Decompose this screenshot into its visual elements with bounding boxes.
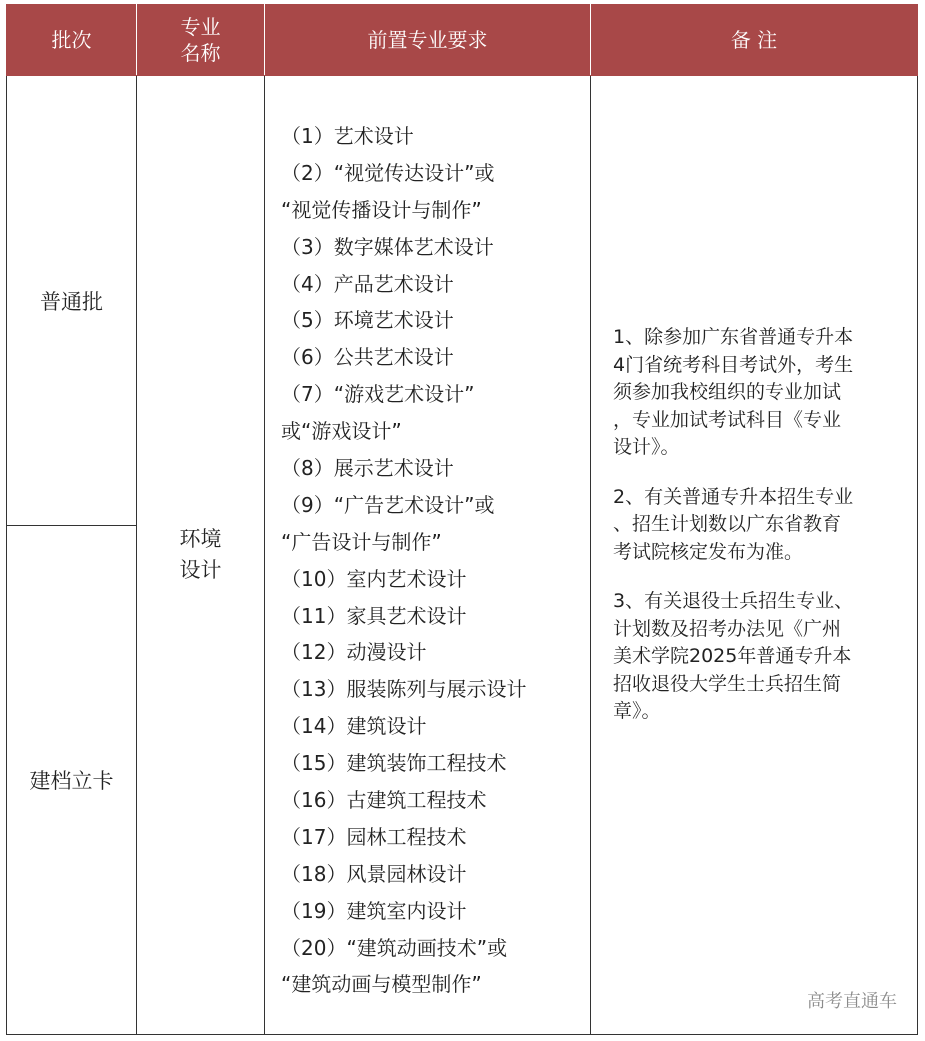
batch-poverty-file: 建档立卡: [7, 526, 137, 1035]
list-item: （20）“建筑动画技术”或: [281, 935, 508, 960]
note-line: 2、有关普通专升本招生专业: [613, 485, 854, 508]
list-item: （14）建筑设计: [281, 714, 427, 739]
note-line: 章》。: [613, 700, 661, 722]
note-line: 计划数及招考办法见《广州: [613, 617, 842, 640]
list-item: （19）建筑室内设计: [281, 898, 467, 923]
list-item: （13）服装陈列与展示设计: [281, 677, 527, 702]
notes-block: [591, 76, 917, 726]
list-item: （2）“视觉传达设计”或: [281, 160, 495, 185]
requirement-list: [265, 76, 590, 1003]
note-line: ，专业加试考试科目《专业: [613, 408, 842, 431]
header-major-line2: 名称: [180, 41, 221, 65]
list-item: （4）产品艺术设计: [281, 271, 454, 296]
header-major: [137, 5, 265, 76]
list-item: （17）园林工程技术: [281, 824, 467, 849]
list-item: （1）艺术设计: [281, 124, 414, 148]
list-item: “视觉传播设计与制作”: [281, 197, 482, 222]
list-item: （8）展示艺术设计: [281, 456, 454, 481]
header-requirement: 前置专业要求: [265, 5, 591, 76]
note-line: 、招生计划数以广东省教育: [613, 513, 842, 535]
list-item: （11）家具艺术设计: [281, 603, 467, 628]
list-item: （16）古建筑工程技术: [281, 788, 487, 813]
note-line: 美术学院2025年普通专升本: [613, 645, 852, 667]
list-item: （10）室内艺术设计: [281, 566, 467, 591]
list-item: （12）动漫设计: [281, 640, 427, 665]
table-row: [7, 76, 918, 526]
note-line: 设计》。: [613, 436, 680, 458]
note-paragraph-1: [613, 324, 897, 462]
list-item: “建筑动画与模型制作”: [281, 972, 482, 997]
header-batch: 批次: [7, 5, 137, 76]
header-row: [7, 5, 918, 76]
note-line: 3、有关退役士兵招生专业、: [613, 590, 854, 612]
note-line: 1、除参加广东省普通专升本: [613, 326, 854, 348]
note-line: 4门省统考科目考试外，考生: [613, 353, 854, 376]
list-item: “广告设计与制作”: [281, 529, 442, 554]
list-item: （5）环境艺术设计: [281, 308, 454, 333]
list-item: （6）公共艺术设计: [281, 345, 454, 370]
watermark: 高考直通车: [807, 991, 897, 1012]
list-item: 或“游戏设计”: [281, 419, 402, 444]
note-line: 考试院核定发布为准。: [613, 540, 804, 563]
note-line: 须参加我校组织的专业加试: [613, 381, 842, 403]
list-item: （15）建筑装饰工程技术: [281, 751, 507, 776]
admission-table: [6, 4, 918, 1035]
list-item: （9）“广告艺术设计”或: [281, 492, 495, 517]
notes-cell: [591, 76, 918, 1035]
requirement-cell: [265, 76, 591, 1035]
major-name: [137, 76, 265, 1035]
header-major-line1: 专业: [180, 15, 221, 39]
list-item: （3）数字媒体艺术设计: [281, 234, 494, 259]
note-paragraph-2: [613, 484, 897, 567]
major-name-line1: 环境: [179, 527, 222, 551]
list-item: （7）“游戏艺术设计”: [281, 382, 475, 407]
note-paragraph-3: [613, 588, 897, 726]
note-line: 招收退役大学生士兵招生简: [613, 672, 842, 695]
major-name-line2: 设计: [179, 558, 222, 582]
header-notes: 备 注: [591, 5, 918, 76]
list-item: （18）风景园林设计: [281, 861, 467, 886]
batch-regular: 普通批: [7, 76, 137, 526]
